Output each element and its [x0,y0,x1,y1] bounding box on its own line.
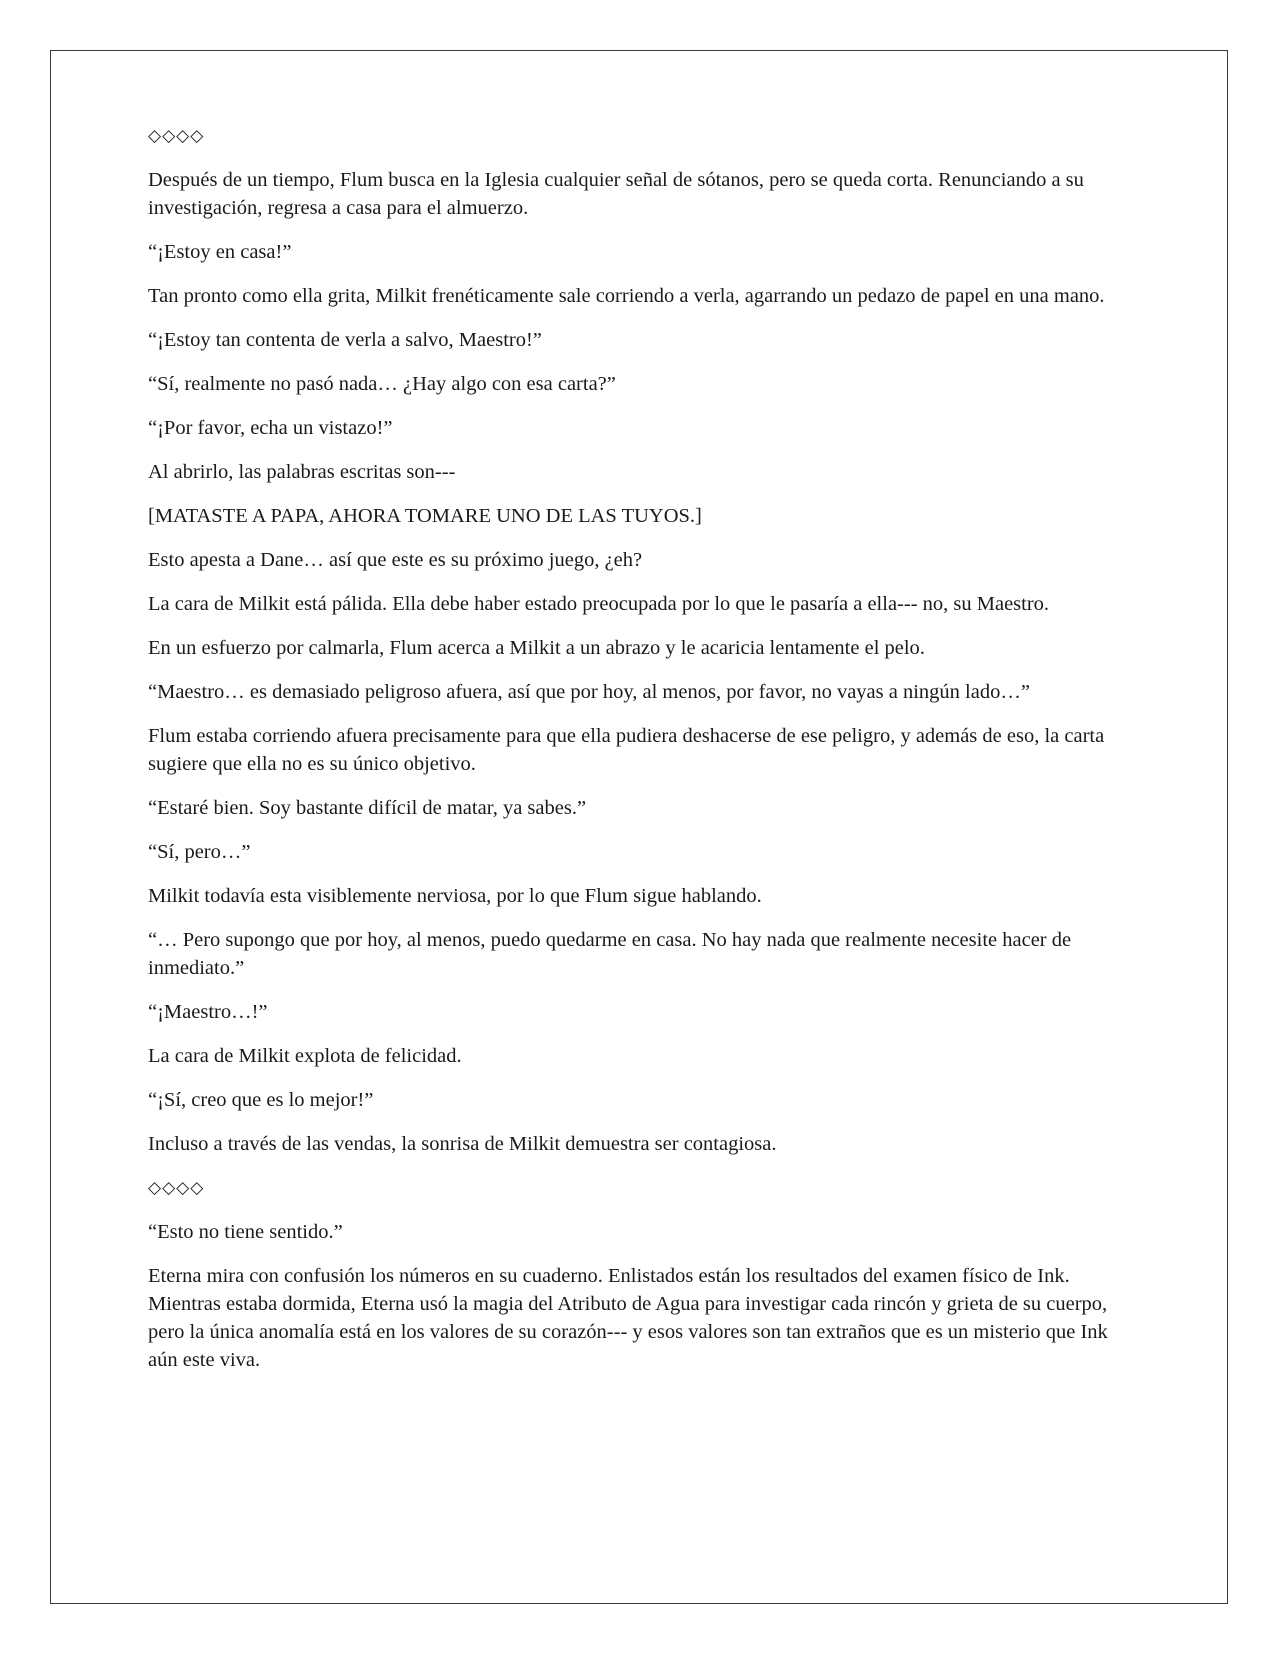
paragraph: La cara de Milkit explota de felicidad. [148,1045,462,1067]
paragraph: Flum estaba corriendo afuera precisamente para que ella pudiera deshacerse de ese peligro, y además de eso, la carta sugiere que ella no es su único objetivo. [148,725,1105,775]
scene-separator: ◇◇◇◇ [148,1178,205,1198]
paragraph: Tan pronto como ella grita, Milkit frenéticamente sale corriendo a verla, agarrando un pedazo de papel en una mano. [148,285,1105,307]
paragraph: La cara de Milkit está pálida. Ella debe haber estado preocupada por lo que le pasaría a ella--- no, su Maestro. [148,593,1050,615]
paragraph: Después de un tiempo, Flum busca en la Iglesia cualquier señal de sótanos, pero se queda corta. Renunciando a su investigación, regresa a casa para el almuerzo. [148,169,1084,219]
paragraph: “¡Estoy tan contenta de verla a salvo, Maestro!” [148,329,542,351]
paragraph: En un esfuerzo por calmarla, Flum acerca a Milkit a un abrazo y le acaricia lentamente el pelo. [148,637,925,659]
paragraph: “Maestro… es demasiado peligroso afuera, así que por hoy, al menos, por favor, no vayas a ningún lado…” [148,681,1030,703]
document-body [148,122,1138,1390]
paragraph: Esto apesta a Dane… así que este es su próximo juego, ¿eh? [148,549,643,571]
paragraph: “Sí, pero…” [148,841,251,863]
paragraph: “¡Maestro…!” [148,1001,268,1023]
paragraph: [MATASTE A PAPA, AHORA TOMARE UNO DE LAS TUYOS.] [148,505,702,527]
paragraph: “¡Por favor, echa un vistazo!” [148,417,393,439]
scene-separator: ◇◇◇◇ [148,126,205,146]
paragraph: Milkit todavía esta visiblemente nerviosa, por lo que Flum sigue hablando. [148,885,762,907]
paragraph: Al abrirlo, las palabras escritas son--- [148,461,456,483]
paragraph: “Estaré bien. Soy bastante difícil de matar, ya sabes.” [148,797,587,819]
paragraph: Incluso a través de las vendas, la sonrisa de Milkit demuestra ser contagiosa. [148,1133,777,1155]
paragraph: “¡Sí, creo que es lo mejor!” [148,1089,374,1111]
paragraph: “… Pero supongo que por hoy, al menos, puedo quedarme en casa. No hay nada que realmente necesite hacer de inmediato.” [148,929,1072,979]
paragraph: “Sí, realmente no pasó nada… ¿Hay algo con esa carta?” [148,373,616,395]
paragraph: Eterna mira con confusión los números en su cuaderno. Enlistados están los resultados del examen físico de Ink. Mientras estaba dormida, Eterna usó la magia del Atributo de Agua para investigar cada rincón y grieta de su cuerpo, pero la única anomalía está en los valores de su corazón--- y esos valores son tan extraños que es un misterio que Ink aún este viva. [148,1265,1108,1371]
paragraph: “¡Estoy en casa!” [148,241,292,263]
paragraph: “Esto no tiene sentido.” [148,1221,343,1243]
